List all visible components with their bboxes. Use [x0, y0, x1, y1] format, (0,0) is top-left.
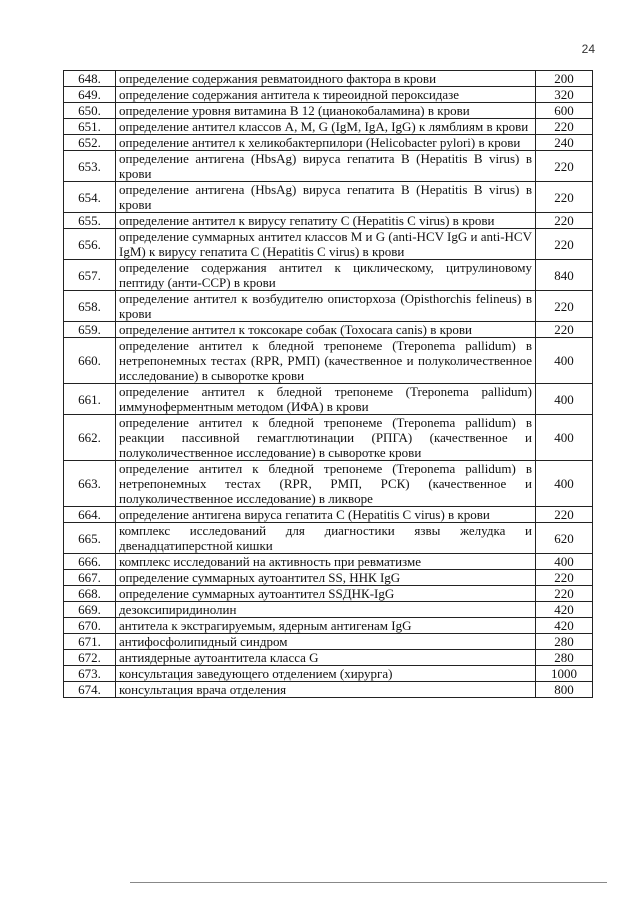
- service-price: 280: [536, 650, 593, 666]
- service-price: 220: [536, 570, 593, 586]
- row-number: 666.: [64, 554, 116, 570]
- service-price: 620: [536, 523, 593, 554]
- service-price: 220: [536, 119, 593, 135]
- row-number: 670.: [64, 618, 116, 634]
- service-name: консультация врача отделения: [116, 682, 536, 698]
- service-price: 840: [536, 260, 593, 291]
- service-name: комплекс исследований на активность при ревматизме: [116, 554, 536, 570]
- table-row: [64, 87, 593, 103]
- row-number: 660.: [64, 338, 116, 384]
- table-row: [64, 650, 593, 666]
- table-row: [64, 523, 593, 554]
- table-row: [64, 461, 593, 507]
- service-price: 1000: [536, 666, 593, 682]
- service-name: определение суммарных антител классов М и G (anti-HCV IgG и anti-HCV IgM) к вирусу гепатита С (Hepatitis С virus) в крови: [116, 229, 536, 260]
- table-row: [64, 229, 593, 260]
- row-number: 652.: [64, 135, 116, 151]
- service-name: консультация заведующего отделением (хирурга): [116, 666, 536, 682]
- service-price: 200: [536, 71, 593, 87]
- service-name: определение антител к возбудителю описторхоза (Opisthorchis felineus) в крови: [116, 291, 536, 322]
- table-row: [64, 182, 593, 213]
- table-row: [64, 338, 593, 384]
- service-name: определение суммарных аутоантител SSДНК-IgG: [116, 586, 536, 602]
- table-row: [64, 554, 593, 570]
- service-name: антиядерные аутоантитела класса G: [116, 650, 536, 666]
- table-row: [64, 507, 593, 523]
- table-row: [64, 384, 593, 415]
- row-number: 665.: [64, 523, 116, 554]
- row-number: 649.: [64, 87, 116, 103]
- table-row: [64, 291, 593, 322]
- service-price: 600: [536, 103, 593, 119]
- service-name: определение антигена вируса гепатита С (Hepatitis С virus) в крови: [116, 507, 536, 523]
- row-number: 650.: [64, 103, 116, 119]
- service-price: 220: [536, 151, 593, 182]
- table-row: [64, 415, 593, 461]
- service-price: 320: [536, 87, 593, 103]
- table-row: [64, 322, 593, 338]
- row-number: 648.: [64, 71, 116, 87]
- row-number: 657.: [64, 260, 116, 291]
- row-number: 655.: [64, 213, 116, 229]
- service-price: 220: [536, 322, 593, 338]
- service-price: 220: [536, 507, 593, 523]
- service-name: определение антител к токсокаре собак (Toxocara canis) в крови: [116, 322, 536, 338]
- table-row: [64, 618, 593, 634]
- service-name: определение уровня витамина В 12 (цианокобаламина) в крови: [116, 103, 536, 119]
- service-name: определение антител к бледной трепонеме (Treponema pallidum) в нетрепонемных тестах (RPR, РМП, РСК) (качественное и полуколичественное исследование) в ликворе: [116, 461, 536, 507]
- table-row: [64, 151, 593, 182]
- row-number: 671.: [64, 634, 116, 650]
- row-number: 664.: [64, 507, 116, 523]
- service-price: 220: [536, 182, 593, 213]
- service-price: 220: [536, 291, 593, 322]
- service-name: антифосфолипидный синдром: [116, 634, 536, 650]
- service-price: 220: [536, 213, 593, 229]
- service-name: определение антител к вирусу гепатиту С (Hepatitis С virus) в крови: [116, 213, 536, 229]
- table-row: [64, 634, 593, 650]
- service-name: определение содержания антител к циклическому, цитрулиновому пептиду (анти-ССР) в крови: [116, 260, 536, 291]
- table-row: [64, 682, 593, 698]
- service-name: определение содержания антитела к тиреоидной пероксидазе: [116, 87, 536, 103]
- row-number: 656.: [64, 229, 116, 260]
- service-name: определение суммарных аутоантител SS, ННК IgG: [116, 570, 536, 586]
- row-number: 651.: [64, 119, 116, 135]
- service-name: определение антител к бледной трепонеме (Treponema pallidum) иммуноферментным методом (ИФА) в крови: [116, 384, 536, 415]
- row-number: 662.: [64, 415, 116, 461]
- row-number: 668.: [64, 586, 116, 602]
- service-price: 220: [536, 586, 593, 602]
- row-number: 653.: [64, 151, 116, 182]
- service-name: комплекс исследований для диагностики язвы желудка и двенадцатиперстной кишки: [116, 523, 536, 554]
- service-name: определение антител к бледной трепонеме (Treponema pallidum) в нетрепонемных тестах (RPR, РМП) (качественное и полуколичественное исследование) в сыворотке крови: [116, 338, 536, 384]
- row-number: 661.: [64, 384, 116, 415]
- service-price: 420: [536, 618, 593, 634]
- footer-divider: [130, 882, 607, 883]
- service-price: 400: [536, 384, 593, 415]
- table-row: [64, 602, 593, 618]
- service-price: 400: [536, 461, 593, 507]
- table-row: [64, 213, 593, 229]
- row-number: 674.: [64, 682, 116, 698]
- row-number: 667.: [64, 570, 116, 586]
- table-row: [64, 119, 593, 135]
- service-price: 400: [536, 338, 593, 384]
- row-number: 673.: [64, 666, 116, 682]
- service-name: определение содержания ревматоидного фактора в крови: [116, 71, 536, 87]
- price-table-body: [64, 71, 593, 698]
- service-price: 280: [536, 634, 593, 650]
- table-row: [64, 586, 593, 602]
- service-name: антитела к экстрагируемым, ядерным антигенам IgG: [116, 618, 536, 634]
- row-number: 669.: [64, 602, 116, 618]
- service-name: дезоксипиридинолин: [116, 602, 536, 618]
- service-price: 400: [536, 554, 593, 570]
- price-table: [63, 70, 593, 698]
- service-price: 240: [536, 135, 593, 151]
- table-row: [64, 135, 593, 151]
- table-row: [64, 71, 593, 87]
- page-number: 24: [581, 42, 595, 56]
- service-price: 220: [536, 229, 593, 260]
- table-row: [64, 570, 593, 586]
- service-name: определение антигена (HbsAg) вируса гепатита В (Hepatitis В virus) в крови: [116, 151, 536, 182]
- service-price: 400: [536, 415, 593, 461]
- service-name: определение антител к бледной трепонеме (Treponema pallidum) в реакции пассивной гемагглютинации (РПГА) (качественное и полуколичественное исследование) в сыворотке крови: [116, 415, 536, 461]
- table-row: [64, 103, 593, 119]
- row-number: 659.: [64, 322, 116, 338]
- row-number: 654.: [64, 182, 116, 213]
- table-row: [64, 260, 593, 291]
- table-row: [64, 666, 593, 682]
- row-number: 663.: [64, 461, 116, 507]
- service-name: определение антител классов А, М, G (IgM, IgA, IgG) к лямблиям в крови: [116, 119, 536, 135]
- service-price: 420: [536, 602, 593, 618]
- service-name: определение антител к хеликобактерпилори (Helicobacter pylori) в крови: [116, 135, 536, 151]
- service-name: определение антигена (HbsAg) вируса гепатита В (Hepatitis В virus) в крови: [116, 182, 536, 213]
- service-price: 800: [536, 682, 593, 698]
- row-number: 658.: [64, 291, 116, 322]
- row-number: 672.: [64, 650, 116, 666]
